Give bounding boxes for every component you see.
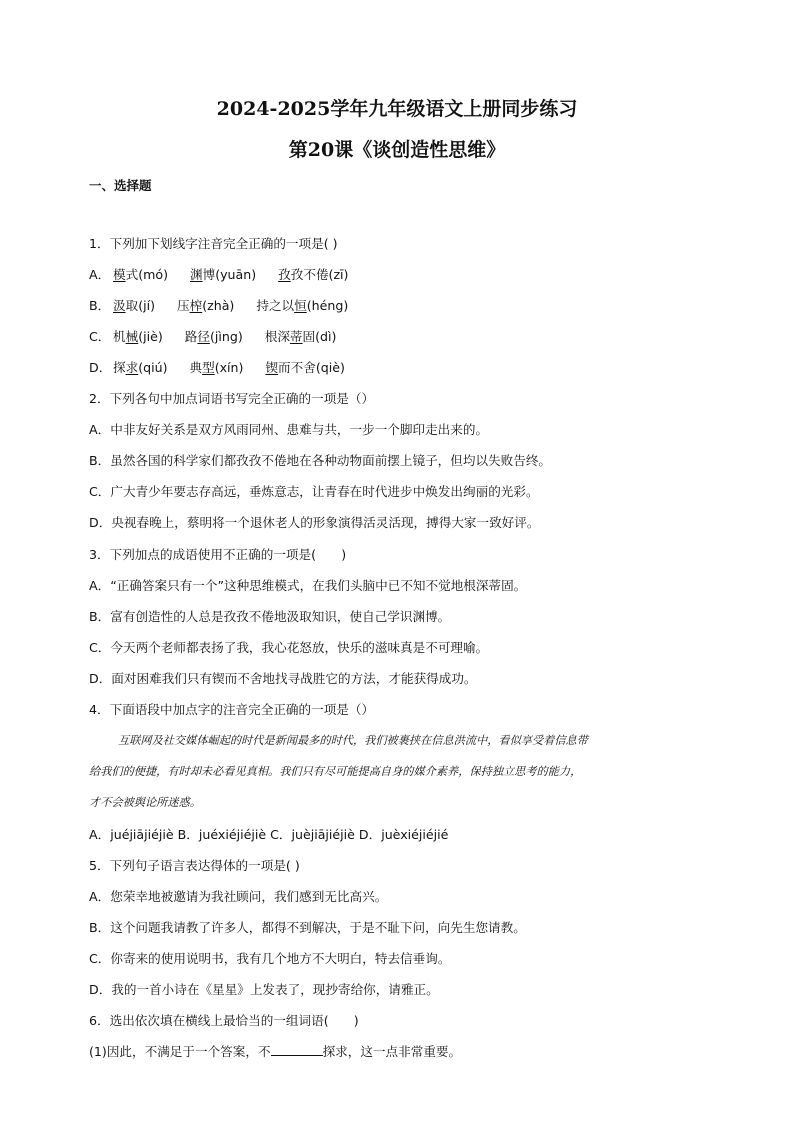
q4-options: A．juéjiājiéjiè B．juéxiéjiéjiè C．juèjiājiéjiè D．juèxiéjiéjié [89,827,449,842]
term: 根深蒂固(dì) [264,329,337,344]
q5-option-a: A．您荣幸地被邀请为我社顾问，我们感到无比高兴。 [89,889,388,904]
q6-stem: 6．选出依次填在横线上最恰当的一组词语( ) [89,1013,359,1028]
term: 汲取(jí) [113,298,156,313]
q4-stem: 4．下面语段中加点字的注音完全正确的一项是（） [89,702,375,717]
q2-option-d: D．央视春晚上，蔡明将一个退休老人的形象演得活灵活现，搏得大家一致好评。 [89,515,540,530]
q1-option-d [89,359,719,377]
term: 模式(mó) [113,267,168,282]
term: 压榨(zhà) [177,298,235,313]
answer-blank[interactable] [271,1043,323,1056]
term: 探求(qiú) [113,360,168,375]
q1-option-a [89,266,719,284]
q1-stem: 1．下列加下划线字注音完全正确的一项是( ) [89,236,338,251]
q2-stem: 2．下列各句中加点词语书写完全正确的一项是（） [89,391,375,406]
q2-option-c: C．广大青少年要志存高远，垂炼意志，让青春在时代进步中焕发出绚丽的光彩。 [89,484,539,499]
q2-option-b: B．虽然各国的科学家们都孜孜不倦地在各种动物面前摆上镜子，但均以失败告终。 [89,453,552,468]
term: 路径(jìng) [184,329,243,344]
q1-option-c [89,328,719,346]
option-label: B． [89,298,111,313]
q3-option-a: A．“正确答案只有一个”这种思维模式，在我们头脑中已不知不觉地根深蒂固。 [89,578,527,593]
term: 持之以恒(héng) [256,298,349,313]
q3-option-d: D．面对困难我们只有锲而不舍地找寻战胜它的方法，才能获得成功。 [89,671,477,686]
term: 渊博(yuān) [190,267,257,282]
q5-option-d: D．我的一首小诗在《星星》上发表了，现抄寄给你，请雅正。 [89,982,439,997]
q1-option-b [89,297,719,315]
q5-stem: 5．下列句子语言表达得体的一项是( ) [89,858,300,873]
section-heading: 一、选择题 [89,178,152,193]
q3-option-b: B．富有创造性的人总是孜孜不倦地汲取知识，使自己学识渊博。 [89,609,451,624]
q4-passage-line: 才不会被舆论所迷惑。 [89,796,201,809]
q5-option-c: C．你寄来的使用说明书，我有几个地方不大明白，特去信垂询。 [89,951,451,966]
q3-stem: 3．下列加点的成语使用不正确的一项是( ) [89,547,347,562]
term: 机械(jiè) [113,329,163,344]
term: 孜孜不倦(zī) [278,267,349,282]
term: 典型(xín) [189,360,244,375]
q3-option-c: C．今天两个老师都表扬了我，我心花怒放，快乐的滋味真是不可理喻。 [89,640,489,655]
q4-passage-line: 互联网及社交媒体崛起的时代是新闻最多的时代，我们被裹挟在信息洪流中，看似享受着信息带 [118,734,588,747]
term: 锲而不舍(qiè) [265,360,345,375]
option-label: A． [89,267,111,282]
q2-option-a: A．中非友好关系是双方风雨同州、患难与共，一步一个脚印走出来的。 [89,422,489,437]
option-label: C． [89,329,111,344]
q6-item-1: (1)因此，不满足于一个答案，不 探求，这一点非常重要。 [89,1044,462,1059]
q5-option-b: B．这个问题我请教了许多人，都得不到解决，于是不耻下问，向先生您请教。 [89,920,526,935]
option-label: D． [89,360,112,375]
q4-passage-line: 给我们的便捷，有时却未必看见真相。我们只有尽可能提高自身的媒介素养，保持独立思考的能力， [89,765,582,778]
lesson-title: 第20课《谈创造性思维》 [288,139,506,161]
document-title: 2024-2025学年九年级语文上册同步练习 [216,98,578,120]
